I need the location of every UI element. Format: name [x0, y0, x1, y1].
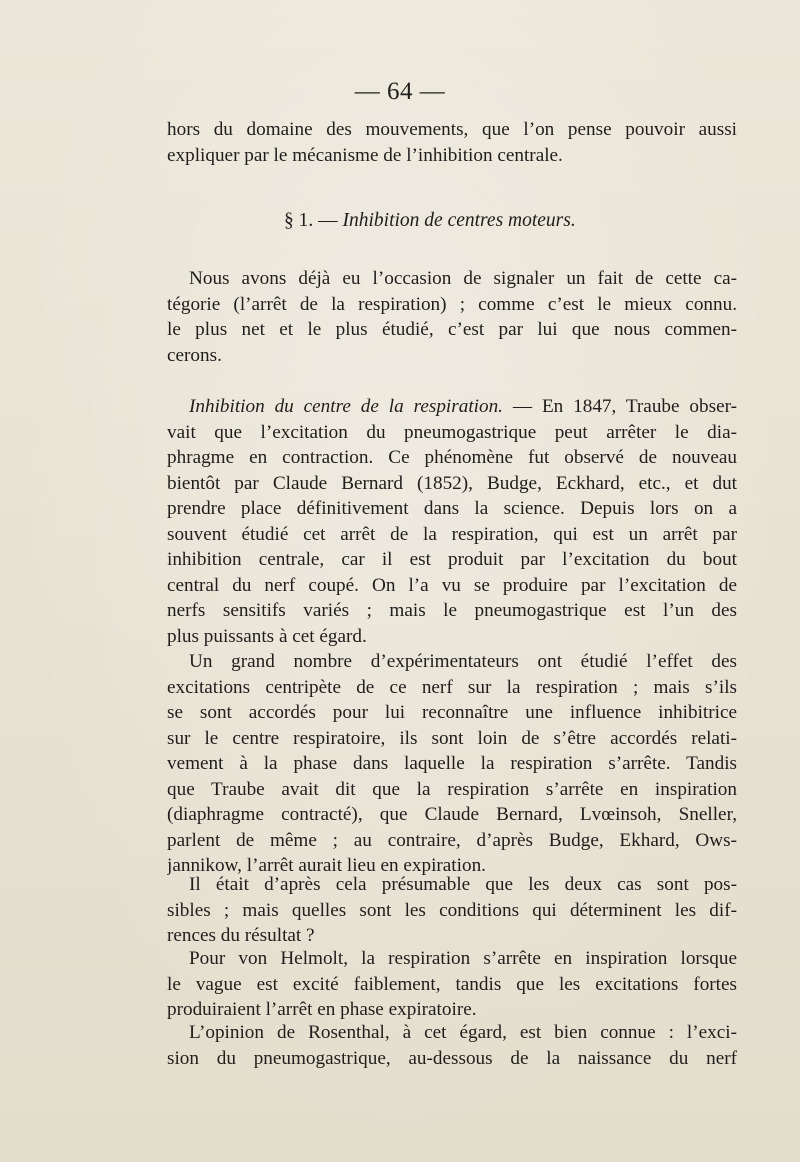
text-line: rences du résultat ?: [167, 925, 315, 946]
paragraph-5: [167, 946, 737, 1023]
paragraph-1: [167, 266, 737, 368]
paragraph-2: [167, 394, 737, 649]
text-line: Nous avons déjà eu l’occasion de signaler un fait de cette ca-: [189, 268, 737, 289]
text-line: phragme en contraction. Ce phénomène fut observé de nouveau: [167, 447, 737, 468]
text-line: inhibition centrale, car il est produit par l’excitation du bout: [167, 549, 737, 570]
section-title: Inhibition de centres moteurs.: [342, 210, 576, 231]
text-line: jannikow, l’arrêt aurait lieu en expiration.: [167, 855, 486, 876]
text-line: vait que l’excitation du pneumogastrique peut arrêter le dia-: [167, 421, 737, 443]
text-line: bientôt par Claude Bernard (1852), Budge, Eckhard, etc., et dut: [167, 472, 737, 494]
text-line: excitations centripète de ce nerf sur la respiration ; mais s’ils: [167, 676, 737, 698]
text-line: Pour von Helmolt, la respiration s’arrête en inspiration lorsque: [189, 948, 737, 969]
text-line: le plus net et le plus étudié, c’est par lui que nous commen-: [167, 319, 737, 340]
text-line: (diaphragme contracté), que Claude Bernard, Lvœinsoh, Sneller,: [167, 804, 737, 825]
text-line: le vague est excité faiblement, tandis que les excitations fortes: [167, 973, 737, 995]
text-line: prendre place définitivement dans la science. Depuis lors on a: [167, 498, 737, 519]
text-line: tégorie (l’arrêt de la respiration) ; comme c’est le mieux connu.: [167, 293, 737, 315]
text-line: plus puissants à cet égard.: [167, 625, 367, 647]
text-line: souvent étudié cet arrêt de la respiration, qui est un arrêt par: [167, 523, 737, 545]
text-line: central du nerf coupé. On l’a vu se produire par l’excitation de: [167, 574, 737, 596]
text-line: parlent de même ; au contraire, d’après Budge, Ekhard, Ows-: [167, 829, 737, 851]
intro-paragraph: [167, 117, 737, 168]
subheading-continuation: — En 1847, Traube obser-: [502, 396, 737, 417]
text-line: [167, 394, 737, 420]
section-number: § 1. —: [284, 210, 338, 231]
text-line: sibles ; mais quelles sont les conditions qui déterminent les dif-: [167, 899, 737, 921]
page-number: — 64 —: [354, 78, 446, 105]
text-line: vement à la phase dans laquelle la respiration s’arrête. Tandis: [167, 753, 737, 774]
paragraph-4: [167, 872, 737, 949]
text-line: expliquer par le mécanisme de l’inhibition centrale.: [167, 144, 563, 166]
text-line: que Traube avait dit que la respiration s’arrête en inspiration: [167, 778, 737, 800]
paragraph-6: [167, 1020, 737, 1071]
text-line: Un grand nombre d’expérimentateurs ont étudié l’effet des: [189, 651, 737, 672]
text-line: L’opinion de Rosenthal, à cet égard, est bien connue : l’exci-: [189, 1022, 737, 1043]
text-line: sion du pneumogastrique, au-dessous de la naissance du nerf: [167, 1047, 737, 1069]
text-line: hors du domaine des mouvements, que l’on pense pouvoir aussi: [167, 119, 737, 140]
text-line: Il était d’après cela présumable que les deux cas sont pos-: [189, 874, 737, 895]
text-line: nerfs sensitifs variés ; mais le pneumogastrique est l’un des: [167, 600, 737, 621]
paragraph-3: [167, 649, 737, 879]
section-heading: [284, 210, 576, 232]
subheading: Inhibition du centre de la respiration.: [189, 396, 503, 417]
text-line: se sont accordés pour lui reconnaître une influence inhibitrice: [167, 702, 737, 723]
text-line: sur le centre respiratoire, ils sont loin de s’être accordés relati-: [167, 727, 737, 749]
text-line: produiraient l’arrêt en phase expiratoire.: [167, 999, 477, 1020]
text-line: cerons.: [167, 344, 222, 366]
